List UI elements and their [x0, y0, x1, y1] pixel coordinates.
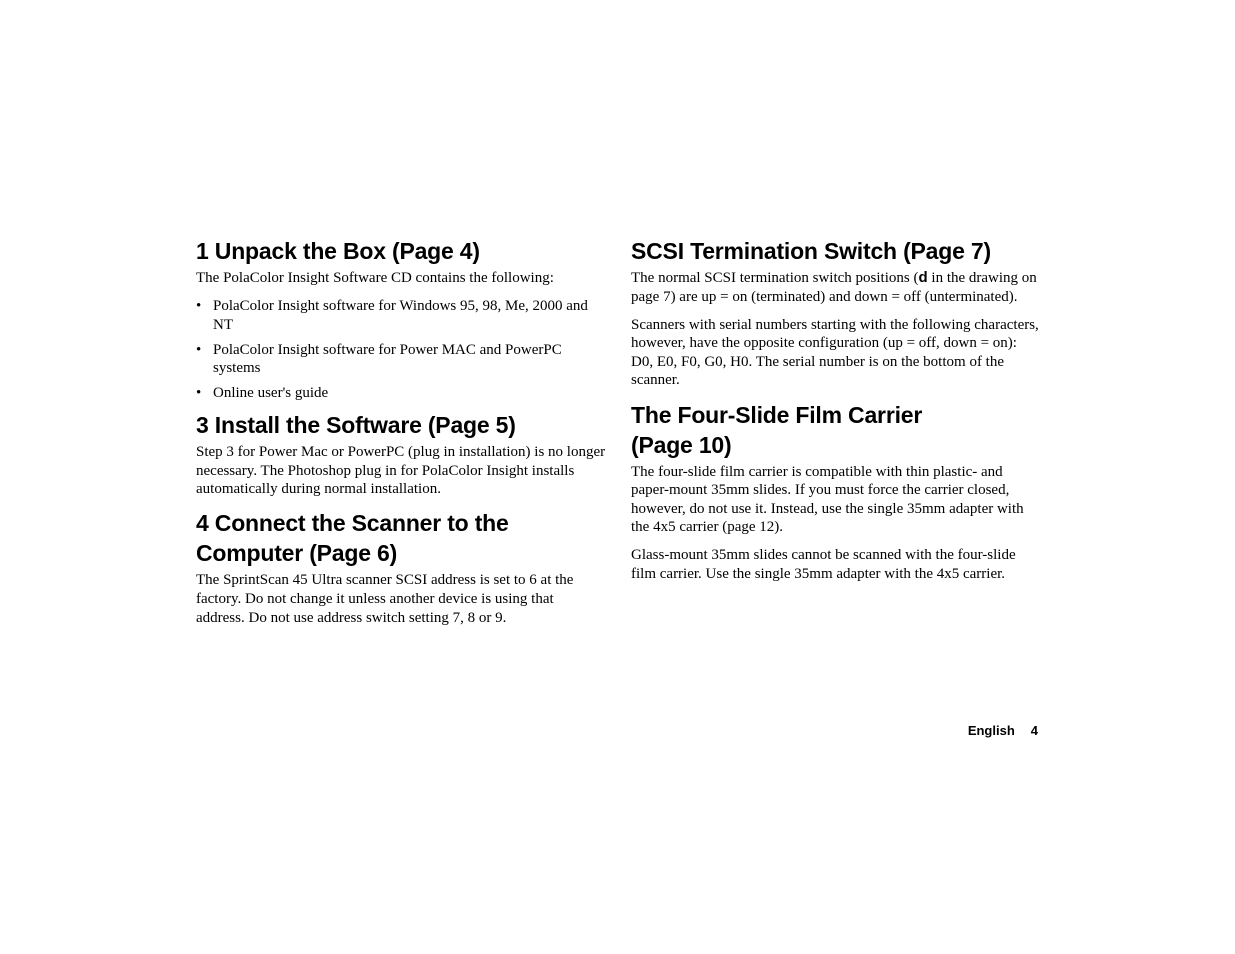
heading-line: The Four-Slide Film Carrier [631, 401, 923, 428]
list-item [196, 384, 606, 403]
list-item [196, 341, 606, 378]
paragraph-text: in the drawing on page 7) are up = on (terminated) and down = off (unterminated). [631, 270, 1037, 305]
section-body: Step 3 for Power Mac or PowerPC (plug in installation) is no longer necessary. The Photoshop plug in for PolaColor Insight installs automatically during normal installation. [196, 444, 606, 498]
contents-list [196, 297, 606, 403]
section-heading: 1 Unpack the Box (Page 4) [196, 238, 480, 264]
section-heading: 4 Connect the Scanner to the Computer (Page 6) [196, 510, 509, 567]
page-number: 4 [1030, 723, 1038, 738]
section-body [631, 269, 1039, 306]
bullet-icon: • [196, 341, 202, 358]
section-four-slide-carrier [631, 400, 1039, 584]
bullet-icon: • [196, 385, 202, 402]
bullet-icon: • [196, 298, 202, 315]
left-column [196, 236, 606, 637]
right-column [631, 236, 1039, 593]
section-body: Scanners with serial numbers starting with the following characters, however, have the opposite configuration (up = off, down = on): D0, E0, F0, G0, H0. The serial number is on the bottom of the scanner. [631, 316, 1039, 389]
section-body: The four-slide film carrier is compatible with thin plastic- and paper-mount 35mm slides. If you must force the carrier closed, however, do not use it. Instead, use the single 35mm adapter with the 4x5 carrier (page 12). [631, 463, 1024, 536]
section-scsi-termination [631, 236, 1039, 390]
paragraph-text: The normal SCSI termination switch positions ( [631, 270, 919, 286]
list-item-text: Online user's guide [213, 385, 329, 402]
section-intro: The PolaColor Insight Software CD contains the following: [196, 270, 554, 286]
section-heading [631, 400, 1039, 460]
section-install-software [196, 410, 606, 499]
drawing-callout-label: d [918, 269, 928, 286]
list-item [196, 297, 606, 334]
section-body: The SprintScan 45 Ultra scanner SCSI address is set to 6 at the factory. Do not change it unless another device is using that address. Do not use address switch setting 7, 8 or 9. [196, 572, 574, 626]
section-unpack-box [196, 236, 606, 403]
list-item-text: PolaColor Insight software for Windows 95, 98, Me, 2000 and NT [213, 298, 588, 333]
section-body: Glass-mount 35mm slides cannot be scanned with the four-slide film carrier. Use the single 35mm adapter with the 4x5 carrier. [631, 547, 1016, 583]
section-connect-scanner [196, 508, 606, 627]
list-item-text: PolaColor Insight software for Power MAC and PowerPC systems [213, 341, 562, 377]
footer-language: English [967, 723, 1015, 738]
section-heading: SCSI Termination Switch (Page 7) [631, 238, 991, 264]
section-heading: 3 Install the Software (Page 5) [196, 412, 516, 439]
page-footer [968, 722, 1038, 740]
heading-line: (Page 10) [631, 431, 732, 458]
